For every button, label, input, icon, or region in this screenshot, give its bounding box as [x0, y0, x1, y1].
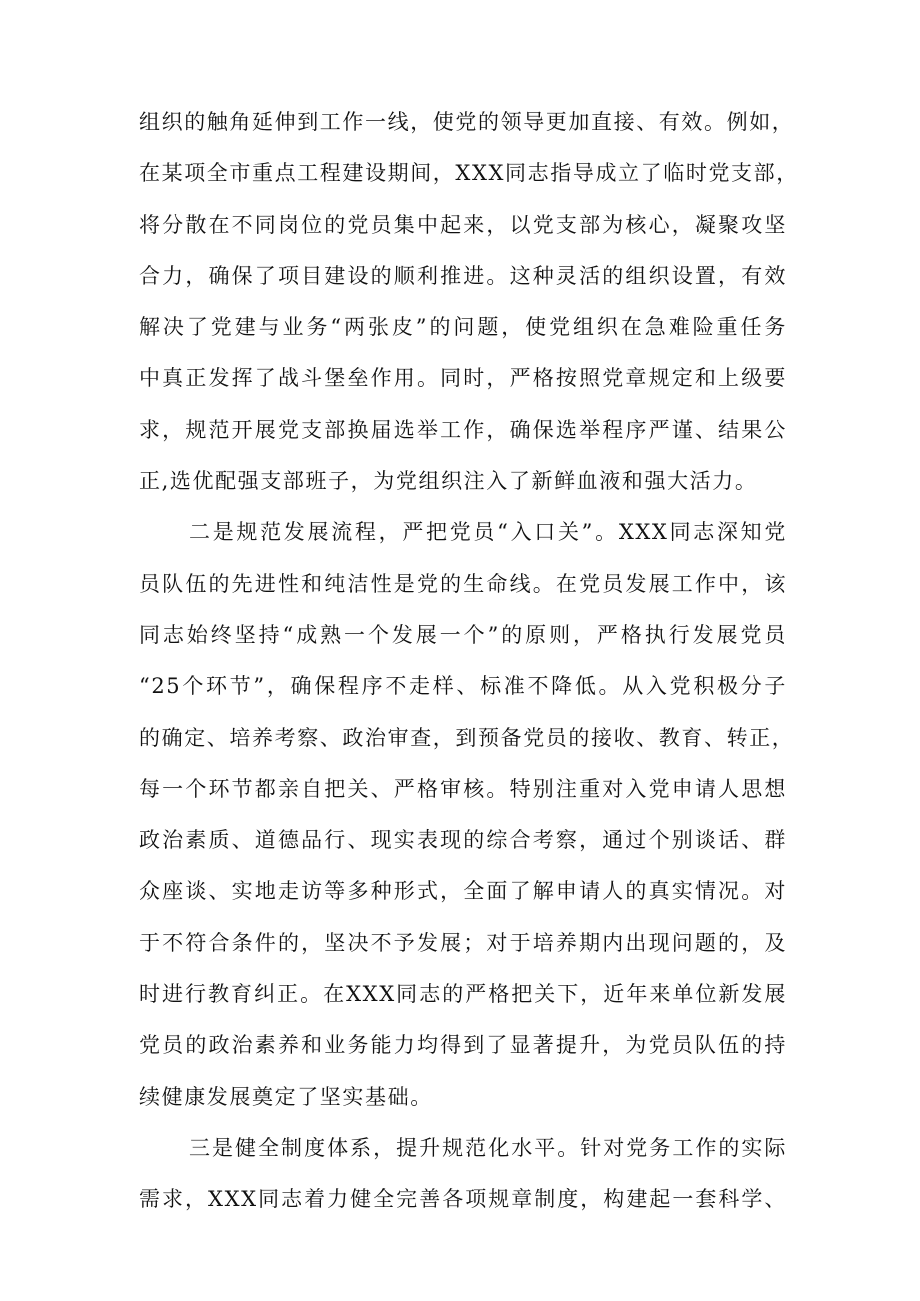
text-line: 众座谈、实地走访等多种形式，全面了解申请人的真实情况。对 [139, 879, 787, 904]
paragraph-2 [139, 507, 795, 1123]
text-line: 员队伍的先进性和纯洁性是党的生命线。在党员发展工作中，该 [139, 571, 787, 596]
text-line: 正,选优配强支部班子，为党组织注入了新鲜血液和强大活力。 [139, 469, 758, 494]
text-line: 的确定、培养考察、政治审查，到预备党员的接收、教育、转正， [139, 725, 795, 750]
text-line: 三是健全制度体系，提升规范化水平。针对党务工作的实际 [189, 1135, 787, 1160]
text-line: 合力，确保了项目建设的顺利推进。这种灵活的组织设置，有效 [139, 263, 787, 288]
text-line: 求，规范开展党支部换届选举工作，确保选举程序严谨、结果公 [139, 417, 787, 442]
text-line: 时进行教育纠正。在XXX同志的严格把关下，近年来单位新发展 [139, 982, 787, 1007]
paragraph-3 [139, 1123, 787, 1226]
text-line: 同志始终坚持“成熟一个发展一个”的原则，严格执行发展党员 [139, 622, 787, 647]
text-line: 党员的政治素养和业务能力均得到了显著提升，为党员队伍的持 [139, 1033, 787, 1058]
paragraph-1 [139, 97, 799, 507]
document-body [139, 97, 799, 1226]
text-line: 每一个环节都亲自把关、严格审核。特别注重对入党申请人思想 [139, 776, 787, 801]
text-line: 在某项全市重点工程建设期间，XXX同志指导成立了临时党支部， [139, 161, 799, 186]
text-line: 将分散在不同岗位的党员集中起来，以党支部为核心，凝聚攻坚 [139, 212, 787, 237]
text-line: 需求，XXX同志着力健全完善各项规章制度，构建起一套科学、 [139, 1187, 787, 1212]
text-line: 于不符合条件的，坚决不予发展；对于培养期内出现问题的，及 [139, 930, 787, 955]
text-line: 政治素质、道德品行、现实表现的综合考察，通过个别谈话、群 [139, 828, 787, 853]
text-line: 组织的触角延伸到工作一线，使党的领导更加直接、有效。例如， [139, 110, 795, 134]
text-line: 续健康发展奠定了坚实基础。 [139, 1084, 433, 1109]
text-line: 中真正发挥了战斗堡垒作用。同时，严格按照党章规定和上级要 [139, 366, 787, 391]
text-line: “25个环节”，确保程序不走样、标准不降低。从入党积极分子 [139, 674, 787, 699]
text-line: 二是规范发展流程，严把党员“入口关”。XXX同志深知党 [189, 520, 787, 545]
text-line: 解决了党建与业务“两张皮”的问题，使党组织在急难险重任务 [139, 315, 787, 340]
